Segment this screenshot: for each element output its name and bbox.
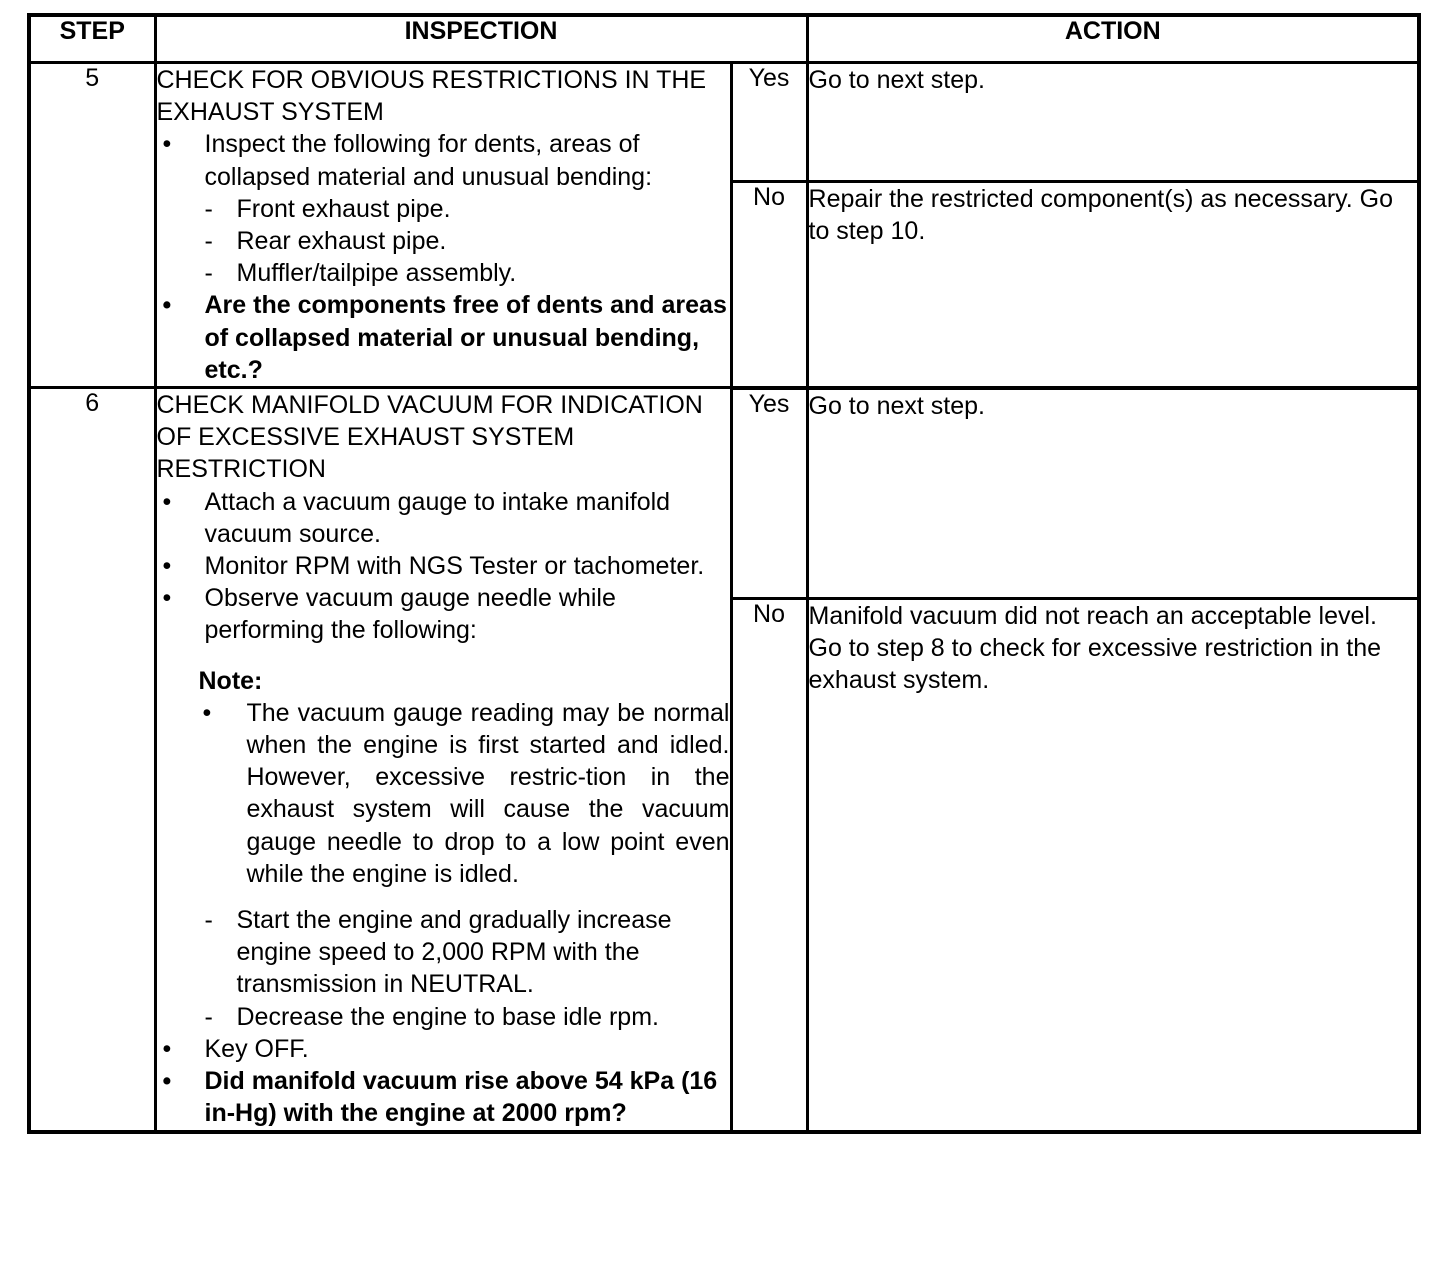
bullet-item: • Attach a vacuum gauge to intake manifold vacuum source. xyxy=(157,486,730,550)
bullet-item: • Key OFF. xyxy=(157,1033,730,1065)
yes-label: Yes xyxy=(731,388,807,599)
header-action: ACTION xyxy=(807,15,1419,63)
step-number: 6 xyxy=(29,388,155,1132)
step-5-yes-row xyxy=(29,63,1419,182)
sub-item: - Front exhaust pipe. xyxy=(157,193,730,225)
bullet-item: • Monitor RPM with NGS Tester or tachometer. xyxy=(157,550,730,582)
step-number: 5 xyxy=(29,63,155,388)
step-title: CHECK FOR OBVIOUS RESTRICTIONS IN THE EXHAUST SYSTEM xyxy=(156,66,707,127)
question: • Did manifold vacuum rise above 54 kPa (16 in-Hg) with the engine at 2000 rpm? xyxy=(157,1065,730,1129)
spacer xyxy=(157,890,730,904)
header-step: STEP xyxy=(29,15,155,63)
question: • Are the components free of dents and areas of collapsed material or unusual bending, etc.? xyxy=(157,289,730,386)
yes-label: Yes xyxy=(731,63,807,182)
step-6-yes-row xyxy=(29,388,1419,599)
sub-item: - Rear exhaust pipe. xyxy=(157,225,730,257)
sub-item: - Decrease the engine to base idle rpm. xyxy=(157,1001,730,1033)
bullet-item: • Inspect the following for dents, areas of collapsed material and unusual bending: xyxy=(157,128,730,192)
sub-item: - Muffler/tailpipe assembly. xyxy=(157,257,730,289)
header-row xyxy=(29,15,1419,63)
bullet-item: • Observe vacuum gauge needle while performing the following: xyxy=(157,582,730,646)
no-label: No xyxy=(731,599,807,1132)
sub-item: - Start the engine and gradually increase engine speed to 2,000 RPM with the transmission in NEUTRAL. xyxy=(157,904,730,1001)
note-text: • The vacuum gauge reading may be normal when the engine is first started and idled. However, excessive restric-tion in the exhaust system will cause the vacuum gauge needle to drop to a low point even while the engine is idled. xyxy=(157,697,730,890)
yes-action: Go to next step. xyxy=(807,388,1419,599)
note-label: Note: xyxy=(198,666,263,695)
step-title: CHECK MANIFOLD VACUUM FOR INDICATION OF EXCESSIVE EXHAUST SYSTEM RESTRICTION xyxy=(156,391,703,484)
step-inspection xyxy=(155,63,731,388)
diagnostic-table xyxy=(27,13,1421,1134)
header-inspection: INSPECTION xyxy=(155,15,807,63)
no-action: Repair the restricted component(s) as necessary. Go to step 10. xyxy=(807,182,1419,388)
yes-action: Go to next step. xyxy=(807,63,1419,182)
step-inspection xyxy=(155,388,731,1132)
no-label: No xyxy=(731,182,807,388)
no-action: Manifold vacuum did not reach an acceptable level. Go to step 8 to check for excessive restriction in the exhaust system. xyxy=(807,599,1419,1132)
